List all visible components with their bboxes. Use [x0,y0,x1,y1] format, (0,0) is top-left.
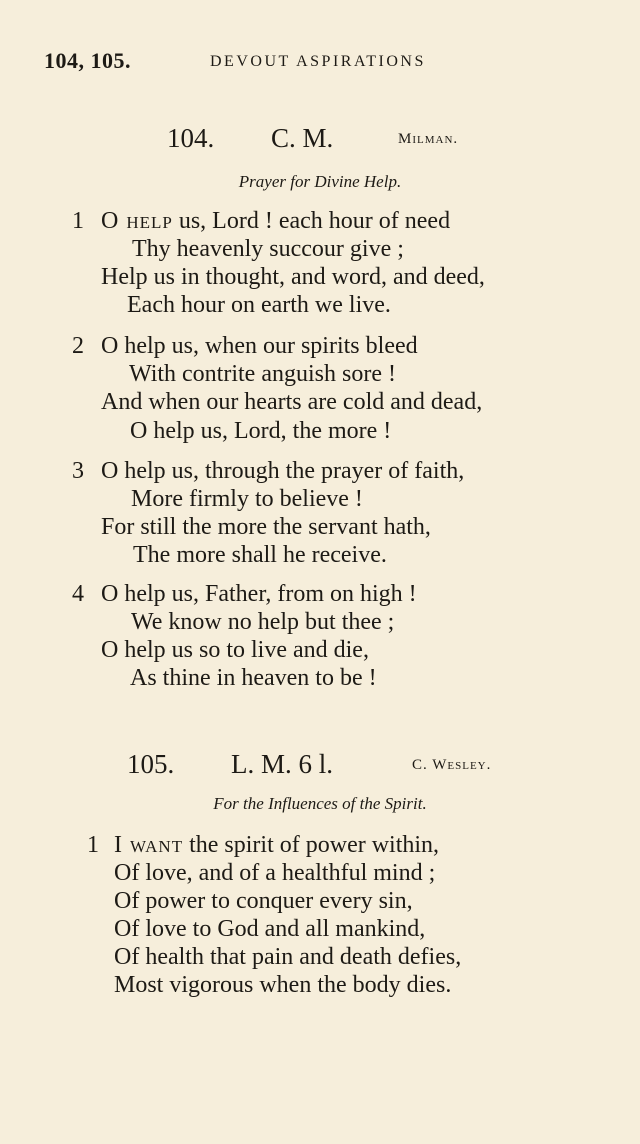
verse-number: 4 [72,581,84,607]
verse-number: 3 [72,458,84,484]
verse-line [114,832,439,859]
verse-line: The more shall he receive. [133,542,387,568]
page-numbers: 104, 105. [44,48,131,73]
hymn-105-subtitle: For the Influences of the Spirit. [213,794,427,813]
verse-line-rest: us, Lord ! each hour of need [172,208,451,234]
verse-line: As thine in heaven to be ! [130,665,377,691]
verse-line: O help us, Father, from on high ! [101,581,417,607]
verse-line: Thy heavenly succour give ; [132,236,404,262]
verse-number: 1 [72,208,84,234]
verse-line: More firmly to believe ! [131,486,363,512]
verse-line [101,208,450,235]
verse-line: And when our hearts are cold and dead, [101,389,483,415]
verse-line: Most vigorous when the body dies. [114,972,452,998]
verse-line: O help us, through the prayer of faith, [101,458,465,484]
verse-line: O help us, when our spirits bleed [101,333,418,359]
verse-line: O help us so to live and die, [101,637,369,663]
hymn-author: Milman. [398,131,459,147]
verse-line: With contrite anguish sore ! [129,361,396,387]
verse-line: Of power to conquer every sin, [114,888,413,914]
verse-number: 1 [87,832,99,858]
verse-number: 2 [72,333,84,359]
verse-line: We know no help but thee ; [131,609,395,635]
running-head [44,48,444,78]
small-caps-opening: O help [101,208,173,234]
hymn-author: C. Wesley. [412,757,492,773]
hymn-104-subtitle: Prayer for Divine Help. [238,172,402,191]
hymn-meter: C. M. [271,123,334,153]
verse-line: Of love to God and all mankind, [114,916,426,942]
verse-line: Of love, and of a healthful mind ; [114,860,436,886]
hymn-meter: L. M. 6 l. [231,749,334,779]
hymn-105-header [127,749,527,783]
running-title: DEVOUT ASPIRATIONS [210,53,426,70]
verse-line-rest: the spirit of power within, [183,832,440,858]
verse-line: Each hour on earth we live. [127,292,391,318]
verse-line: For still the more the servant hath, [101,514,431,540]
hymn-number: 105. [127,749,175,779]
verse-line: Help us in thought, and word, and deed, [101,264,485,290]
small-caps-opening: I want [114,832,184,858]
verse-line: O help us, Lord, the more ! [130,418,392,444]
hymn-number: 104. [167,123,215,153]
verse-line: Of health that pain and death defies, [114,944,462,970]
hymn-104-header [167,123,527,157]
